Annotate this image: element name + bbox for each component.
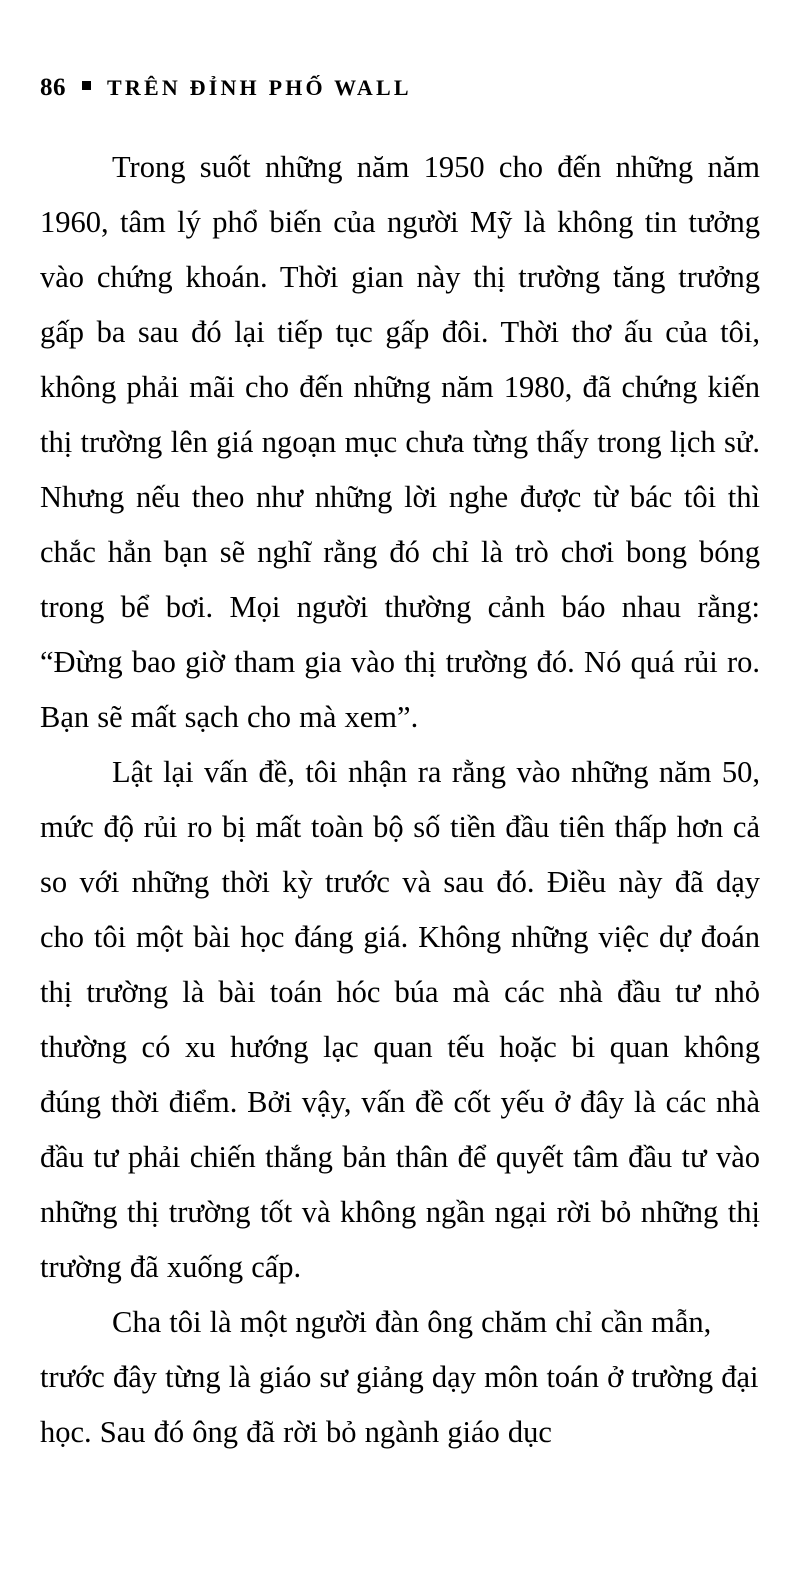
running-head bbox=[40, 74, 760, 102]
paragraph: Cha tôi là một người đàn ông chăm chỉ cần mẫn, trước đây từng là giáo sư giảng dạy môn toán ở trường đại học. Sau đó ông đã rời bỏ ngành giáo dục bbox=[40, 1305, 759, 1449]
running-head-title: TRÊN ĐỈNH PHỐ WALL bbox=[107, 75, 412, 100]
paragraph: Lật lại vấn đề, tôi nhận ra rằng vào những năm 50, mức độ rủi ro bị mất toàn bộ số tiền đầu tiên thấp hơn cả so với những thời kỳ trước và sau đó. Điều này đã dạy cho tôi một bài học đáng giá. Không những việc dự đoán thị trường là bài toán hóc búa mà các nhà đầu tư nhỏ thường có xu hướng lạc quan tếu hoặc bi quan không đúng thời điểm. Bởi vậy, vấn đề cốt yếu ở đây là các nhà đầu tư phải chiến thắng bản thân để quyết tâm đầu tư vào những thị trường tốt và không ngần ngại rời bỏ những thị trường đã xuống cấp. bbox=[40, 755, 760, 1284]
paragraph: Trong suốt những năm 1950 cho đến những năm 1960, tâm lý phổ biến của người Mỹ là không tin tưởng vào chứng khoán. Thời gian này thị trường tăng trưởng gấp ba sau đó lại tiếp tục gấp đôi. Thời thơ ấu của tôi, không phải mãi cho đến những năm 1980, đã chứng kiến thị trường lên giá ngoạn mục chưa từng thấy trong lịch sử. Nhưng nếu theo như những lời nghe được từ bác tôi thì chắc hẳn bạn sẽ nghĩ rằng đó chỉ là trò chơi bong bóng trong bể bơi. Mọi người thường cảnh báo nhau rằng: “Đừng bao giờ tham gia vào thị trường đó. Nó quá rủi ro. Bạn sẽ mất sạch cho mà xem”. bbox=[40, 150, 760, 734]
square-bullet-icon bbox=[82, 81, 91, 90]
page-body bbox=[40, 140, 760, 1460]
page-number: 86 bbox=[40, 74, 66, 101]
